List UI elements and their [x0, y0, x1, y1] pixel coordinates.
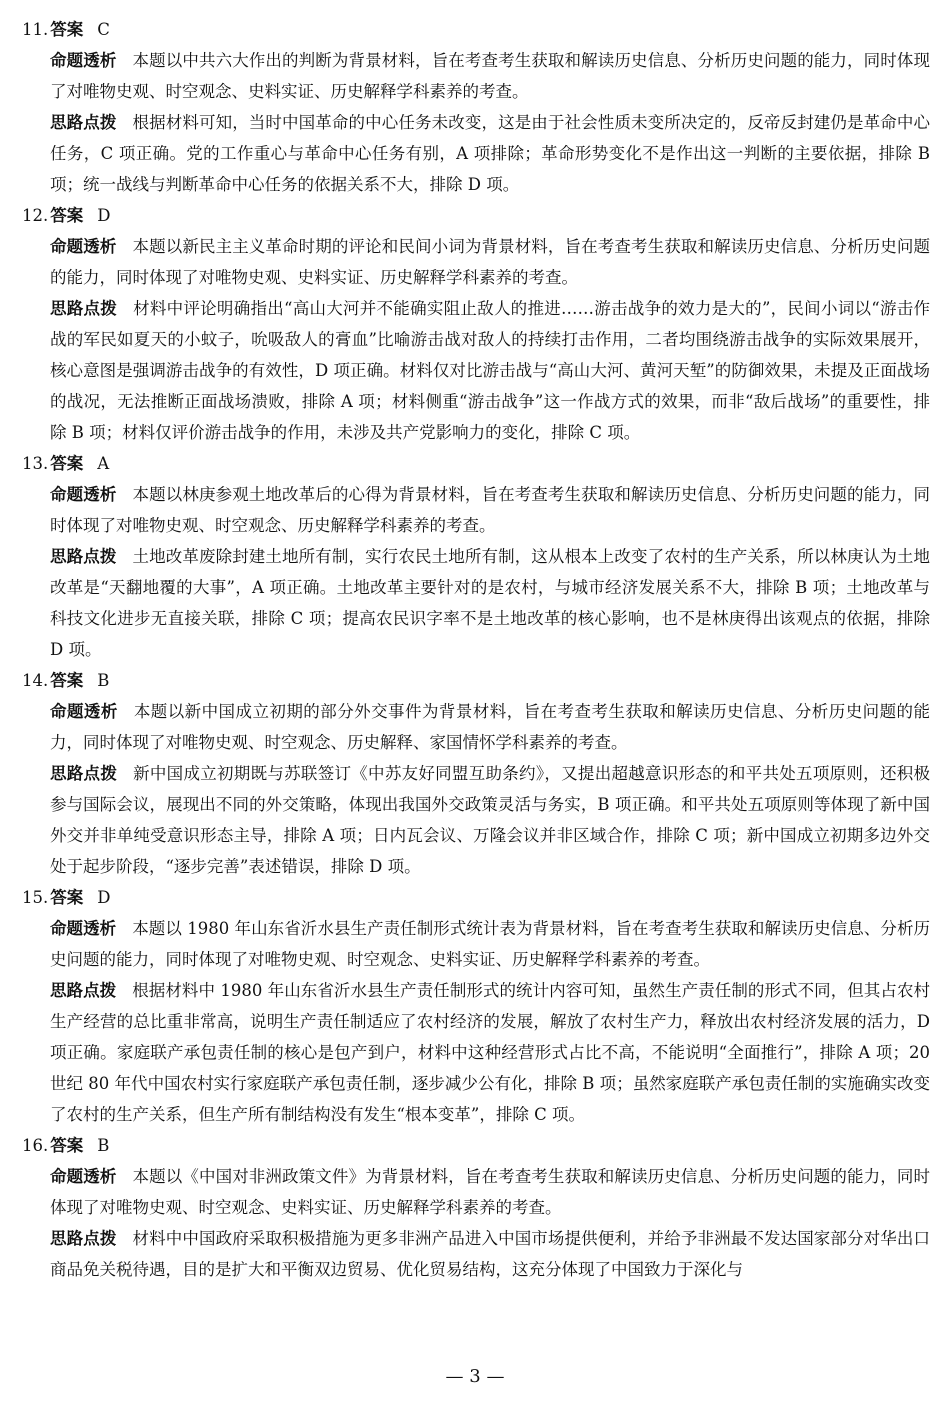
analysis-label: 命题透析 — [50, 485, 117, 504]
question-12 — [22, 200, 930, 448]
hint-text: 材料中中国政府采取积极措施为更多非洲产品进入中国市场提供便利，并给予非洲最不发达国家部分对华出口商品免关税待遇，目的是扩大和平衡双边贸易、优化贸易结构，这充分体现了中国致力于深化与 — [50, 1229, 931, 1279]
answer-sheet-page — [22, 14, 930, 1285]
hint-text: 根据材料可知，当时中国革命的中心任务未改变，这是由于社会性质未变所决定的，反帝反封建仍是革命中心任务，C 项正确。党的工作重心与革命中心任务有别，A 项排除；革命形势变化不是作出这一判断的主要依据，排除 B 项；统一战线与判断革命中心任务的依据关系不大，排除 D 项。 — [50, 113, 931, 194]
hint-paragraph — [50, 541, 930, 665]
answer-line — [22, 448, 930, 479]
hint-paragraph — [50, 1223, 930, 1285]
analysis-paragraph — [50, 696, 930, 758]
answer-line — [22, 14, 930, 45]
answer-line — [22, 882, 930, 913]
hint-label: 思路点拨 — [50, 113, 117, 132]
hint-text: 土地改革废除封建土地所有制，实行农民土地所有制，这从根本上改变了农村的生产关系，所以林庚认为土地改革是“天翻地覆的大事”，A 项正确。土地改革主要针对的是农村，与城市经济发展关系不大，排除 B 项；土地改革与科技文化进步无直接关联，排除 C 项；提高农民识字率不是土地改革的核心影响，也不是林庚得出该观点的依据，排除 D 项。 — [50, 547, 931, 659]
answer-choice: D — [97, 888, 111, 907]
hint-text: 材料中评论明确指出“高山大河并不能确实阻止敌人的推进……游击战争的效力是大的”，民间小词以“游击作战的军民如夏天的小蚊子，吮吸敌人的膏血”比喻游击战对敌人的持续打击作用，二者均围绕游击战争的实际效果展开，核心意图是强调游击战争的有效性，D 项正确。材料仅对比游击战与“高山大河、黄河天堑”的防御效果，未提及正面战场的战况，无法推断正面战场溃败，排除 A 项；材料侧重“游击战争”这一作战方式的效果，而非“敌后战场”的重要性，排除 B 项；材料仅评价游击战争的作用，未涉及共产党影响力的变化，排除 C 项。 — [50, 299, 930, 442]
hint-label: 思路点拨 — [50, 981, 117, 1000]
answer-line — [22, 665, 930, 696]
hint-label: 思路点拨 — [50, 547, 117, 566]
analysis-text: 本题以《中国对非洲政策文件》为背景材料，旨在考查考生获取和解读历史信息、分析历史问题的能力，同时体现了对唯物史观、时空观念、史料实证、历史解释学科素养的考查。 — [50, 1167, 931, 1217]
analysis-text: 本题以中共六大作出的判断为背景材料，旨在考查考生获取和解读历史信息、分析历史问题的能力，同时体现了对唯物史观、时空观念、史料实证、历史解释学科素养的考查。 — [50, 51, 931, 101]
question-15 — [22, 882, 930, 1130]
analysis-text: 本题以新中国成立初期的部分外交事件为背景材料，旨在考查考生获取和解读历史信息、分析历史问题的能力，同时体现了对唯物史观、时空观念、历史解释、家国情怀学科素养的考查。 — [50, 702, 931, 752]
analysis-label: 命题透析 — [50, 702, 118, 721]
answer-label: 答案 — [50, 888, 84, 907]
answer-label: 答案 — [50, 671, 84, 690]
answer-line — [22, 200, 930, 231]
analysis-paragraph — [50, 231, 930, 293]
answer-label: 答案 — [50, 206, 84, 225]
analysis-text: 本题以 1980 年山东省沂水县生产责任制形式统计表为背景材料，旨在考查考生获取和解读历史信息、分析历史问题的能力，同时体现了对唯物史观、时空观念、史料实证、历史解释学科素养的考查。 — [50, 919, 931, 969]
analysis-label: 命题透析 — [50, 1167, 117, 1186]
question-number: 12. — [22, 206, 49, 225]
question-number: 15. — [22, 888, 49, 907]
analysis-text: 本题以林庚参观土地改革后的心得为背景材料，旨在考查考生获取和解读历史信息、分析历史问题的能力，同时体现了对唯物史观、时空观念、历史解释学科素养的考查。 — [50, 485, 931, 535]
hint-paragraph — [50, 293, 930, 448]
answer-label: 答案 — [50, 454, 84, 473]
hint-paragraph — [50, 975, 930, 1130]
question-13 — [22, 448, 930, 665]
hint-label: 思路点拨 — [50, 764, 118, 783]
answer-line — [22, 1130, 930, 1161]
question-number: 11. — [22, 20, 49, 39]
question-number: 16. — [22, 1136, 49, 1155]
analysis-text: 本题以新民主主义革命时期的评论和民间小词为背景材料，旨在考查考生获取和解读历史信息、分析历史问题的能力，同时体现了对唯物史观、史料实证、历史解释学科素养的考查。 — [50, 237, 931, 287]
analysis-paragraph — [50, 1161, 930, 1223]
hint-label: 思路点拨 — [50, 1229, 117, 1248]
hint-paragraph — [50, 107, 930, 200]
question-11 — [22, 14, 930, 200]
answer-choice: B — [97, 671, 110, 690]
answer-choice: A — [97, 454, 110, 473]
answer-choice: C — [97, 20, 110, 39]
analysis-paragraph — [50, 45, 930, 107]
analysis-label: 命题透析 — [50, 237, 117, 256]
analysis-label: 命题透析 — [50, 919, 117, 938]
analysis-label: 命题透析 — [50, 51, 117, 70]
hint-paragraph — [50, 758, 930, 882]
answer-label: 答案 — [50, 1136, 84, 1155]
analysis-paragraph — [50, 913, 930, 975]
hint-label: 思路点拨 — [50, 299, 118, 318]
answer-choice: B — [97, 1136, 110, 1155]
page-number: — 3 — — [445, 1366, 505, 1387]
analysis-paragraph — [50, 479, 930, 541]
question-14 — [22, 665, 930, 882]
question-16 — [22, 1130, 930, 1285]
hint-text: 根据材料中 1980 年山东省沂水县生产责任制形式的统计内容可知，虽然生产责任制的形式不同，但其占农村生产经营的总比重非常高，说明生产责任制适应了农村经济的发展，解放了农村生产力，释放出农村经济发展的活力，D 项正确。家庭联产承包责任制的核心是包产到户，材料中这种经营形式占比不高，不能说明“全面推行”，排除 A 项；20 世纪 80 年代中国农村实行家庭联产承包责任制，逐步减少公有化，排除 B 项；虽然家庭联产承包责任制的实施确实改变了农村的生产关系，但生产所有制结构没有发生“根本变革”，排除 C 项。 — [50, 981, 931, 1124]
answer-choice: D — [97, 206, 111, 225]
question-number: 13. — [22, 454, 49, 473]
question-number: 14. — [22, 671, 49, 690]
hint-text: 新中国成立初期既与苏联签订《中苏友好同盟互助条约》，又提出超越意识形态的和平共处五项原则，还积极参与国际会议，展现出不同的外交策略，体现出我国外交政策灵活与务实，B 项正确。和平共处五项原则等体现了新中国外交并非单纯受意识形态主导，排除 A 项；日内瓦会议、万隆会议并非区域合作，排除 C 项；新中国成立初期多边外交处于起步阶段，“逐步完善”表述错误，排除 D 项。 — [50, 764, 931, 876]
answer-label: 答案 — [50, 20, 84, 39]
